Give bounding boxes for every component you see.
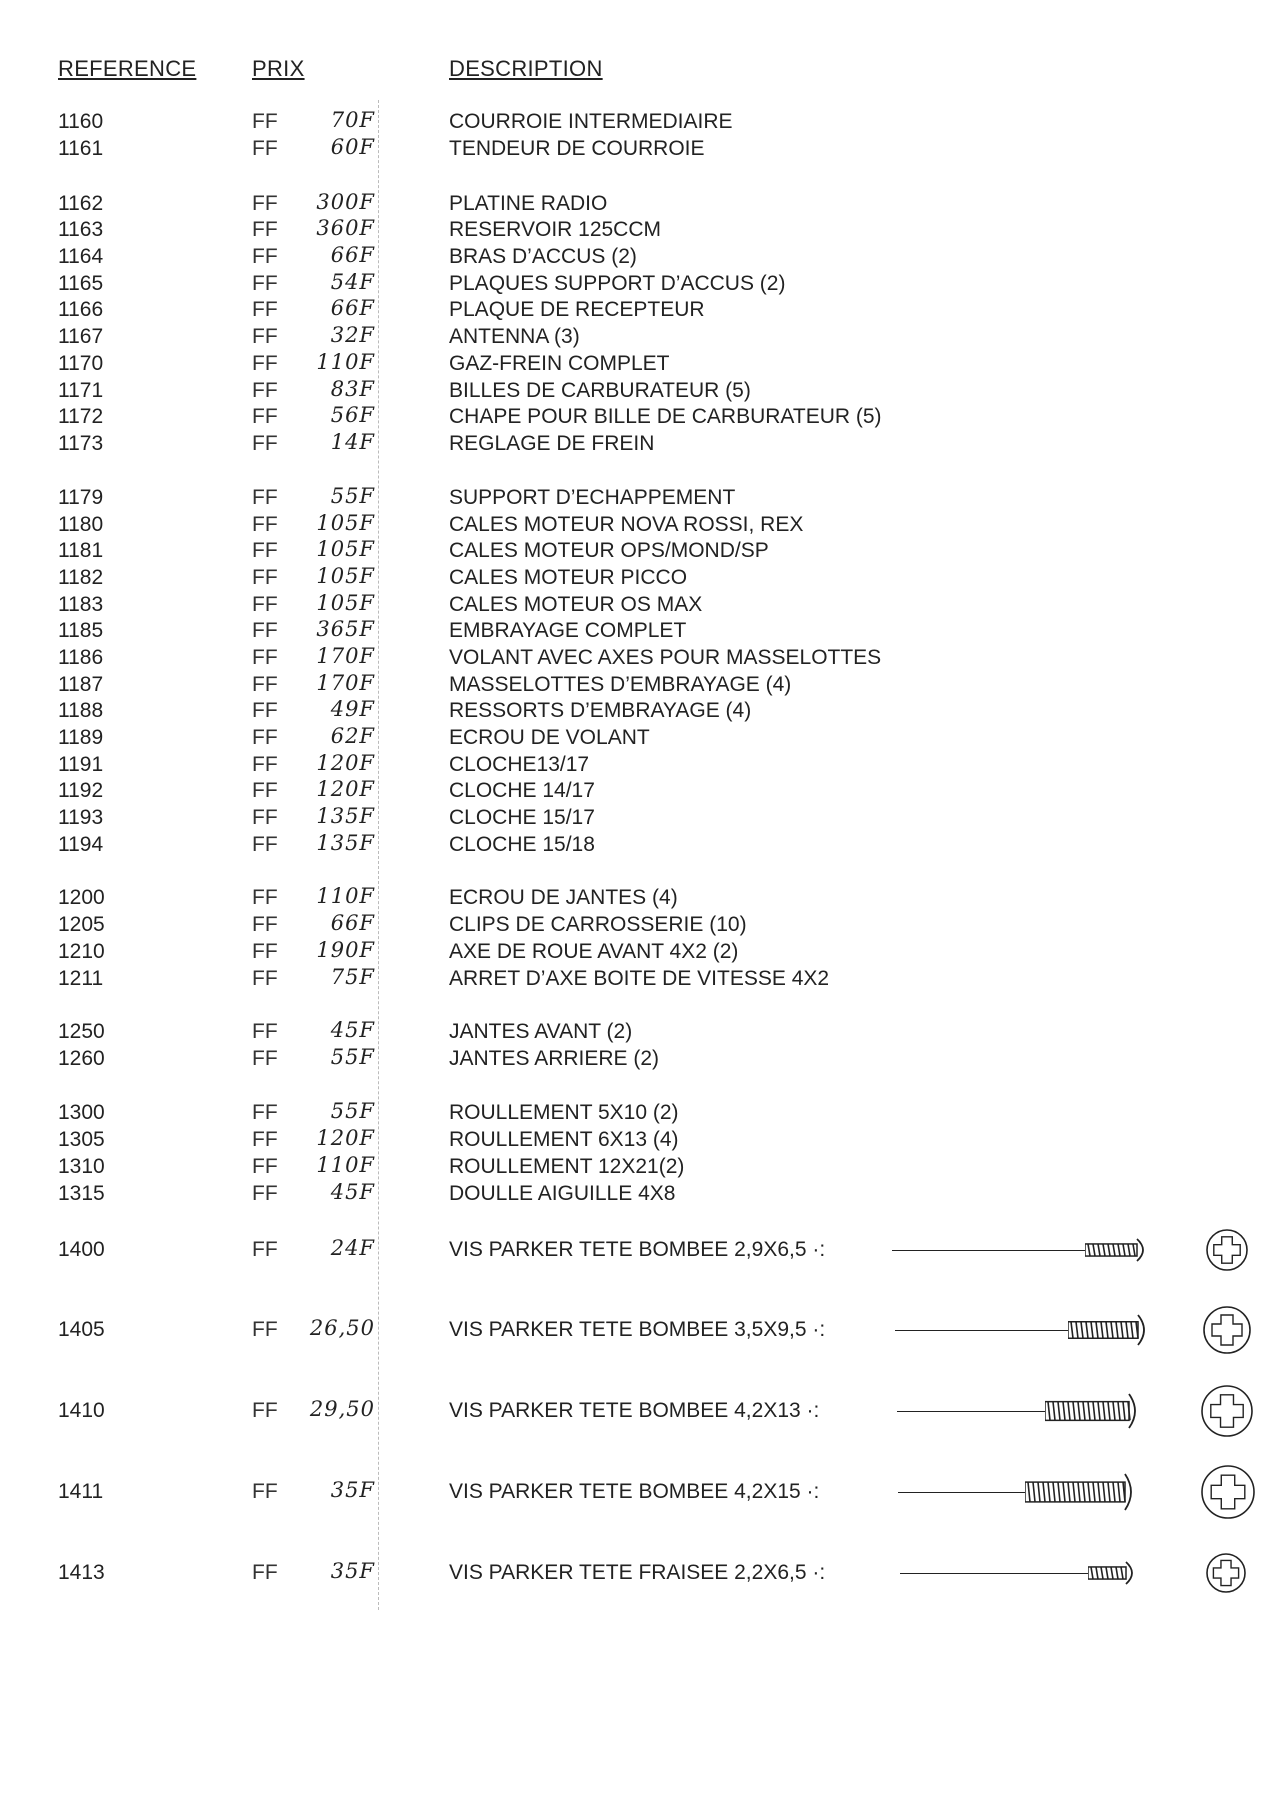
currency-cell: FF [252,272,278,295]
description-cell: CALES MOTEUR OPS/MOND/SP [449,539,769,562]
table-row [0,699,1280,725]
price-cell: 45F [330,1180,375,1204]
phillips-screw-icon [1025,1472,1143,1512]
reference-cell: 1189 [58,726,104,749]
reference-cell: 1173 [58,432,104,455]
phillips-head-icon [1205,1228,1249,1272]
description-cell: ARRET D’AXE BOITE DE VITESSE 4X2 [449,967,830,990]
table-row [0,1182,1280,1208]
currency-cell: FF [252,137,278,160]
phillips-screw-icon [1045,1392,1147,1430]
reference-cell: 1410 [58,1399,105,1422]
table-row [0,325,1280,351]
reference-cell: 1413 [58,1561,105,1584]
price-cell: 55F [330,484,375,508]
description-cell: SUPPORT D’ECHAPPEMENT [449,486,736,509]
currency-cell: FF [252,673,278,696]
table-row [0,753,1280,779]
currency-cell: FF [252,1318,278,1341]
description-cell: CLOCHE 15/18 [449,833,595,856]
price-cell: 135F [316,831,375,855]
price-cell: 105F [316,591,375,615]
description-cell: JANTES ARRIERE (2) [449,1047,660,1070]
table-row [0,272,1280,298]
currency-cell: FF [252,593,278,616]
reference-cell: 1188 [58,699,104,722]
currency-cell: FF [252,940,278,963]
reference-cell: 1310 [58,1155,105,1178]
description-cell: CLIPS DE CARROSSERIE (10) [449,913,747,936]
description-cell: CLOCHE13/17 [449,753,590,776]
price-cell: 120F [316,777,375,801]
table-row [0,646,1280,672]
reference-cell: 1210 [58,940,105,963]
reference-cell: 1182 [58,566,104,589]
currency-cell: FF [252,245,278,268]
price-cell: 66F [330,243,375,267]
phillips-screw-icon [1085,1237,1155,1263]
description-cell: CALES MOTEUR PICCO [449,566,688,589]
currency-cell: FF [252,1128,278,1151]
currency-cell: FF [252,833,278,856]
description-cell: CALES MOTEUR NOVA ROSSI, REX [449,513,804,536]
reference-cell: 1211 [58,967,104,990]
price-cell: 110F [316,350,375,374]
currency-cell: FF [252,325,278,348]
reference-cell: 1171 [58,379,104,402]
phillips-screw-icon [1088,1560,1144,1586]
phillips-head-icon [1202,1305,1252,1355]
description-cell: VIS PARKER TETE BOMBEE 3,5X9,5 ·: [449,1318,826,1341]
table-row [0,137,1280,163]
description-cell: COURROIE INTERMEDIAIRE [449,110,733,133]
description-cell: CHAPE POUR BILLE DE CARBURATEUR (5) [449,405,882,428]
price-cell: 105F [316,564,375,588]
description-cell: BRAS D’ACCUS (2) [449,245,637,268]
description-cell: RESERVOIR 125CCM [449,218,662,241]
reference-cell: 1315 [58,1182,105,1205]
reference-cell: 1260 [58,1047,105,1070]
currency-cell: FF [252,192,278,215]
reference-cell: 1405 [58,1318,105,1341]
table-row [0,218,1280,244]
description-cell: TENDEUR DE COURROIE [449,137,705,160]
table-row [0,192,1280,218]
currency-cell: FF [252,1238,278,1261]
description-cell: CLOCHE 14/17 [449,779,595,802]
table-row [0,1020,1280,1046]
reference-cell: 1164 [58,245,104,268]
description-cell: REGLAGE DE FREIN [449,432,655,455]
description-cell: MASSELOTTES D’EMBRAYAGE (4) [449,673,792,696]
screw-leader-line [900,1573,1088,1574]
description-cell: ROULLEMENT 6X13 (4) [449,1128,679,1151]
currency-cell: FF [252,1480,278,1503]
currency-cell: FF [252,967,278,990]
reference-cell: 1205 [58,913,105,936]
description-cell: CLOCHE 15/17 [449,806,595,829]
price-cell: 110F [316,1153,375,1177]
table-row [0,539,1280,565]
table-row [0,619,1280,645]
description-cell: BILLES DE CARBURATEUR (5) [449,379,751,402]
reference-cell: 1400 [58,1238,105,1261]
price-cell: 60F [330,135,375,159]
price-cell: 365F [316,617,375,641]
price-cell: 14F [330,430,375,454]
table-row [0,593,1280,619]
currency-cell: FF [252,379,278,402]
price-cell: 32F [330,323,375,347]
price-cell: 190F [316,938,375,962]
price-cell: 49F [330,697,375,721]
currency-cell: FF [252,1561,278,1584]
description-cell: VIS PARKER TETE BOMBEE 4,2X15 ·: [449,1480,820,1503]
price-cell: 45F [330,1018,375,1042]
currency-cell: FF [252,1182,278,1205]
price-cell: 66F [330,296,375,320]
currency-cell: FF [252,913,278,936]
reference-cell: 1305 [58,1128,105,1151]
table-row [0,486,1280,512]
price-cell: 56F [330,403,375,427]
reference-cell: 1200 [58,886,105,909]
description-cell: VIS PARKER TETE BOMBEE 2,9X6,5 ·: [449,1238,826,1261]
price-cell: 170F [316,644,375,668]
table-row [0,833,1280,859]
phillips-head-icon [1200,1464,1256,1520]
table-row [0,726,1280,752]
table-row [0,1155,1280,1181]
description-cell: RESSORTS D’EMBRAYAGE (4) [449,699,752,722]
reference-cell: 1180 [58,513,104,536]
price-cell: 105F [316,537,375,561]
table-row [0,1047,1280,1073]
phillips-screw-icon [1068,1313,1156,1347]
currency-cell: FF [252,513,278,536]
table-row [0,432,1280,458]
price-cell: 70F [330,108,375,132]
currency-cell: FF [252,619,278,642]
description-cell: VIS PARKER TETE FRAISEE 2,2X6,5 ·: [449,1561,826,1584]
price-cell: 35F [330,1478,375,1502]
reference-cell: 1183 [58,593,104,616]
table-row [0,1101,1280,1127]
description-cell: GAZ-FREIN COMPLET [449,352,670,375]
currency-cell: FF [252,486,278,509]
table-row [0,245,1280,271]
reference-cell: 1194 [58,833,104,856]
reference-cell: 1161 [58,137,104,160]
table-row [0,110,1280,136]
currency-cell: FF [252,1047,278,1070]
currency-cell: FF [252,1155,278,1178]
reference-cell: 1193 [58,806,104,829]
table-row [0,298,1280,324]
price-cell: 83F [330,377,375,401]
currency-cell: FF [252,753,278,776]
description-cell: DOULLE AIGUILLE 4X8 [449,1182,676,1205]
screw-leader-line [898,1492,1025,1493]
price-cell: 120F [316,751,375,775]
currency-cell: FF [252,1101,278,1124]
reference-cell: 1187 [58,673,104,696]
reference-cell: 1411 [58,1480,104,1503]
currency-cell: FF [252,298,278,321]
reference-cell: 1181 [58,539,104,562]
table-row [0,379,1280,405]
price-cell: 66F [330,911,375,935]
price-cell: 110F [316,884,375,908]
description-cell: CALES MOTEUR OS MAX [449,593,703,616]
description-cell: AXE DE ROUE AVANT 4X2 (2) [449,940,739,963]
table-row [0,806,1280,832]
table-row [0,886,1280,912]
description-cell: VIS PARKER TETE BOMBEE 4,2X13 ·: [449,1399,820,1422]
currency-cell: FF [252,1020,278,1043]
table-row [0,913,1280,939]
currency-cell: FF [252,1399,278,1422]
description-cell: PLAQUES SUPPORT D’ACCUS (2) [449,272,786,295]
description-cell: ECROU DE VOLANT [449,726,650,749]
reference-cell: 1166 [58,298,104,321]
reference-cell: 1250 [58,1020,105,1043]
table-row [0,673,1280,699]
currency-cell: FF [252,110,278,133]
reference-cell: 1300 [58,1101,105,1124]
table-row [0,967,1280,993]
currency-cell: FF [252,566,278,589]
header-prix: PRIX [252,56,305,81]
reference-cell: 1162 [58,192,104,215]
description-cell: EMBRAYAGE COMPLET [449,619,687,642]
reference-cell: 1179 [58,486,104,509]
currency-cell: FF [252,886,278,909]
table-row [0,352,1280,378]
table-row [0,405,1280,431]
currency-cell: FF [252,726,278,749]
currency-cell: FF [252,352,278,375]
reference-cell: 1192 [58,779,104,802]
price-cell: 170F [316,671,375,695]
table-row [0,513,1280,539]
table-row [0,566,1280,592]
currency-cell: FF [252,699,278,722]
price-cell: 120F [316,1126,375,1150]
price-cell: 62F [330,724,375,748]
screw-leader-line [897,1411,1045,1412]
phillips-head-icon [1200,1384,1254,1438]
price-cell: 300F [316,190,375,214]
currency-cell: FF [252,405,278,428]
price-cell: 360F [316,216,375,240]
price-cell: 135F [316,804,375,828]
currency-cell: FF [252,539,278,562]
price-cell: 105F [316,511,375,535]
reference-cell: 1160 [58,110,104,133]
reference-cell: 1167 [58,325,104,348]
price-cell: 75F [330,965,375,989]
currency-cell: FF [252,432,278,455]
table-row [0,779,1280,805]
description-cell: ECROU DE JANTES (4) [449,886,678,909]
table-row [0,940,1280,966]
price-cell: 24F [330,1236,375,1260]
price-cell: 55F [330,1045,375,1069]
currency-cell: FF [252,218,278,241]
price-cell: 26,50 [309,1316,375,1340]
description-cell: JANTES AVANT (2) [449,1020,633,1043]
currency-cell: FF [252,806,278,829]
description-cell: ANTENNA (3) [449,325,580,348]
description-cell: PLAQUE DE RECEPTEUR [449,298,705,321]
description-cell: VOLANT AVEC AXES POUR MASSELOTTES [449,646,882,669]
reference-cell: 1191 [58,753,104,776]
price-cell: 55F [330,1099,375,1123]
description-cell: PLATINE RADIO [449,192,608,215]
reference-cell: 1165 [58,272,104,295]
screw-leader-line [892,1250,1085,1251]
reference-cell: 1186 [58,646,104,669]
price-cell: 29,50 [309,1397,375,1421]
price-cell: 54F [330,270,375,294]
price-cell: 35F [330,1559,375,1583]
description-cell: ROULLEMENT 5X10 (2) [449,1101,679,1124]
reference-cell: 1185 [58,619,104,642]
reference-cell: 1172 [58,405,104,428]
reference-cell: 1170 [58,352,104,375]
screw-leader-line [895,1330,1068,1331]
table-row [0,1128,1280,1154]
currency-cell: FF [252,646,278,669]
reference-cell: 1163 [58,218,104,241]
header-reference: REFERENCE [58,56,197,81]
description-cell: ROULLEMENT 12X21(2) [449,1155,685,1178]
header-description: DESCRIPTION [449,56,603,81]
currency-cell: FF [252,779,278,802]
phillips-head-icon [1205,1552,1247,1594]
